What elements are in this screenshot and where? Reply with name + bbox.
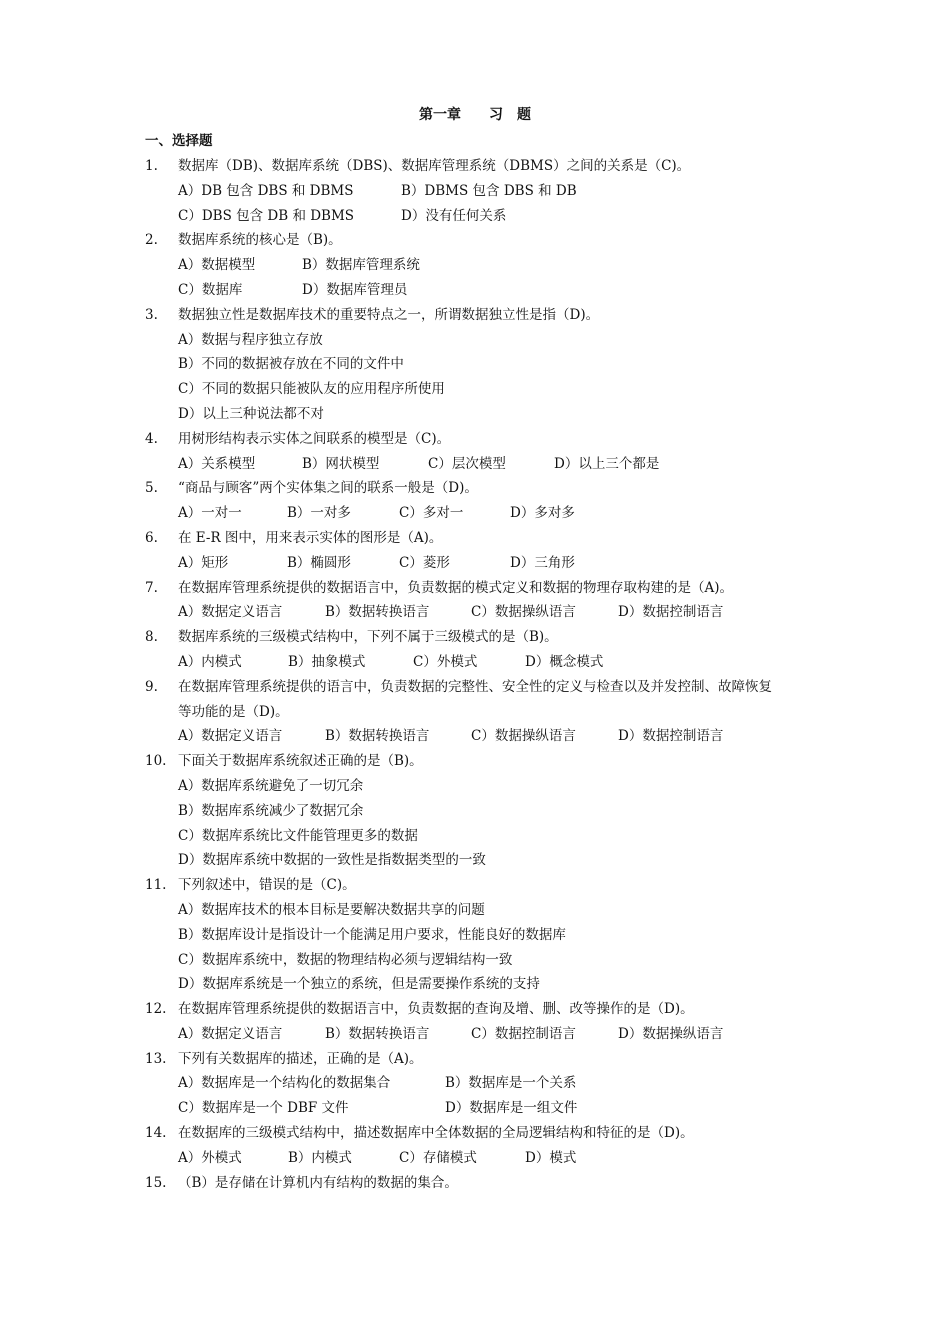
option-row	[145, 1071, 825, 1096]
answer-option: D）以上三个都是	[554, 455, 660, 472]
question-item	[145, 997, 825, 1047]
answer-option: B）椭圆形	[287, 554, 351, 571]
answer-option: D）数据库管理员	[302, 281, 408, 298]
question-stem: 下列有关数据库的描述，正确的是（A)。	[178, 1050, 423, 1067]
option-row	[145, 898, 825, 923]
question-item	[145, 228, 825, 302]
question-stem: 在 E-R 图中，用来表示实体的图形是（A)。	[178, 529, 443, 546]
answer-option: C）数据操纵语言	[471, 728, 576, 745]
question-number: 11.	[145, 877, 167, 894]
answer-option: D）数据控制语言	[618, 728, 724, 745]
question-line	[145, 228, 825, 253]
answer-option: C）数据库系统比文件能管理更多的数据	[178, 827, 418, 844]
question-number: 14.	[145, 1125, 167, 1142]
option-row	[145, 1022, 825, 1047]
question-number: 10.	[145, 753, 167, 770]
answer-option: C）菱形	[399, 554, 450, 571]
question-stem: 用树形结构表示实体之间联系的模型是（C)。	[178, 430, 451, 447]
option-row	[145, 377, 825, 402]
option-row	[145, 848, 825, 873]
question-list	[145, 154, 825, 1195]
answer-option: B）数据转换语言	[325, 604, 430, 621]
answer-option: D）三角形	[510, 554, 575, 571]
option-row	[145, 650, 825, 675]
question-line	[145, 1121, 825, 1146]
answer-option: C）数据操纵语言	[471, 604, 576, 621]
chapter-title: 第一章 习 题	[419, 107, 531, 123]
option-row	[145, 253, 825, 278]
option-row	[145, 972, 825, 997]
question-number: 2.	[145, 232, 158, 249]
question-line	[145, 1171, 825, 1196]
answer-option: A）矩形	[178, 554, 229, 571]
answer-option: A）数据库是一个结构化的数据集合	[178, 1075, 391, 1092]
question-item	[145, 154, 825, 228]
question-number: 7.	[145, 579, 158, 596]
option-row	[145, 824, 825, 849]
question-stem: 数据库系统的三级模式结构中，下列不属于三级模式的是（B)。	[178, 629, 558, 646]
option-row	[145, 600, 825, 625]
option-row	[145, 179, 825, 204]
question-number: 8.	[145, 629, 158, 646]
answer-option: C）层次模型	[428, 455, 506, 472]
answer-option: A）一对一	[178, 505, 242, 522]
answer-option: A）内模式	[178, 653, 242, 670]
question-stem: “商品与顾客”两个实体集之间的联系一般是（D)。	[178, 480, 478, 497]
answer-option: C）不同的数据只能被队友的应用程序所使用	[178, 381, 445, 398]
option-row	[145, 1146, 825, 1171]
answer-option: B）数据转换语言	[325, 728, 430, 745]
answer-option: A）外模式	[178, 1149, 242, 1166]
question-stem: 在数据库的三级模式结构中，描述数据库中全体数据的全局逻辑结构和特征的是（D)。	[178, 1125, 694, 1142]
question-line	[145, 1047, 825, 1072]
question-number: 3.	[145, 306, 158, 323]
answer-option: A）数据库系统避免了一切冗余	[178, 777, 364, 794]
section-heading: 一、选择题	[145, 133, 213, 149]
option-row	[145, 452, 825, 477]
answer-option: B）网状模型	[302, 455, 380, 472]
question-line	[145, 700, 825, 725]
question-number: 13.	[145, 1050, 167, 1067]
option-row	[145, 551, 825, 576]
answer-option: D）数据库是一组文件	[445, 1100, 578, 1117]
question-item	[145, 625, 825, 675]
question-number: 9.	[145, 678, 158, 695]
answer-option: A）数据定义语言	[178, 1025, 283, 1042]
question-number: 12.	[145, 1001, 167, 1018]
answer-option: A）数据定义语言	[178, 604, 283, 621]
answer-option: D）以上三种说法都不对	[178, 405, 324, 422]
answer-option: B）数据库管理系统	[302, 257, 420, 274]
answer-option: B）数据库设计是指设计一个能满足用户要求，性能良好的数据库	[178, 926, 566, 943]
question-item	[145, 675, 825, 749]
answer-option: C）外模式	[413, 653, 478, 670]
answer-option: C）数据控制语言	[471, 1025, 576, 1042]
option-row	[145, 799, 825, 824]
answer-option: B）一对多	[287, 505, 351, 522]
option-row	[145, 1096, 825, 1121]
answer-option: A）数据与程序独立存放	[178, 331, 323, 348]
question-item	[145, 749, 825, 873]
option-row	[145, 278, 825, 303]
question-item	[145, 1121, 825, 1171]
answer-option: D）多对多	[510, 505, 575, 522]
option-row	[145, 204, 825, 229]
question-item	[145, 427, 825, 477]
question-item	[145, 303, 825, 427]
answer-option: C）多对一	[399, 505, 464, 522]
question-number: 1.	[145, 158, 158, 174]
option-row	[145, 328, 825, 353]
question-stem: 等功能的是（D)。	[178, 703, 289, 720]
answer-option: D）模式	[525, 1149, 577, 1166]
question-stem: 在数据库管理系统提供的语言中，负责数据的完整性、安全性的定义与检查以及并发控制、故障恢复	[178, 678, 772, 695]
option-row	[145, 923, 825, 948]
answer-option: C）数据库系统中，数据的物理结构必须与逻辑结构一致	[178, 951, 513, 968]
question-line	[145, 526, 825, 551]
answer-option: C）数据库是一个 DBF 文件	[178, 1100, 349, 1117]
answer-option: B）抽象模式	[288, 653, 366, 670]
answer-option: A）数据定义语言	[178, 728, 283, 745]
answer-option: A）关系模型	[178, 455, 256, 472]
question-line	[145, 873, 825, 898]
answer-option: B）内模式	[288, 1149, 352, 1166]
question-item	[145, 576, 825, 626]
answer-option: D）数据库系统中数据的一致性是指数据类型的一致	[178, 852, 486, 869]
question-line	[145, 675, 825, 700]
option-row	[145, 402, 825, 427]
answer-option: B）数据转换语言	[325, 1025, 430, 1042]
question-number: 4.	[145, 430, 158, 447]
answer-option: B）DBMS 包含 DBS 和 DB	[401, 182, 577, 199]
question-line	[145, 303, 825, 328]
question-item	[145, 526, 825, 576]
option-row	[145, 501, 825, 526]
question-stem: 在数据库管理系统提供的数据语言中，负责数据的模式定义和数据的物理存取构建的是（A)。	[178, 579, 734, 596]
question-stem: （B）是存储在计算机内有结构的数据的集合。	[178, 1174, 458, 1191]
question-item	[145, 873, 825, 997]
option-row	[145, 948, 825, 973]
question-line	[145, 749, 825, 774]
answer-option: D）数据控制语言	[618, 604, 724, 621]
question-line	[145, 476, 825, 501]
question-line	[145, 154, 825, 179]
option-row	[145, 774, 825, 799]
question-stem: 数据独立性是数据库技术的重要特点之一，所谓数据独立性是指（D)。	[178, 306, 600, 323]
question-number: 5.	[145, 480, 158, 497]
question-stem: 下面关于数据库系统叙述正确的是（B)。	[178, 753, 423, 770]
question-stem: 在数据库管理系统提供的数据语言中，负责数据的查询及增、删、改等操作的是（D)。	[178, 1001, 694, 1018]
answer-option: C）存储模式	[399, 1149, 477, 1166]
answer-option: B）数据库是一个关系	[445, 1075, 577, 1092]
option-row	[145, 724, 825, 749]
answer-option: B）数据库系统减少了数据冗余	[178, 802, 364, 819]
answer-option: D）数据库系统是一个独立的系统，但是需要操作系统的支持	[178, 976, 540, 993]
question-line	[145, 625, 825, 650]
question-number: 6.	[145, 529, 158, 546]
question-number: 15.	[145, 1174, 167, 1191]
answer-option: C）DBS 包含 DB 和 DBMS	[178, 207, 355, 224]
answer-option: A）数据库技术的根本目标是要解决数据共享的问题	[178, 901, 485, 918]
answer-option: D）概念模式	[525, 653, 604, 670]
answer-option: D）没有任何关系	[401, 207, 507, 224]
question-stem: 数据库系统的核心是（B)。	[178, 232, 342, 249]
question-stem: 下列叙述中，错误的是（C)。	[178, 877, 356, 894]
question-item	[145, 1171, 825, 1196]
question-line	[145, 576, 825, 601]
question-item	[145, 1047, 825, 1121]
question-line	[145, 997, 825, 1022]
question-stem: 数据库（DB)、数据库系统（DBS)、数据库管理系统（DBMS）之间的关系是（C)。	[178, 158, 691, 174]
question-item	[145, 476, 825, 526]
question-line	[145, 427, 825, 452]
answer-option: C）数据库	[178, 281, 243, 298]
option-row	[145, 352, 825, 377]
answer-option: B）不同的数据被存放在不同的文件中	[178, 356, 404, 373]
answer-option: A）数据模型	[178, 257, 256, 274]
answer-option: A）DB 包含 DBS 和 DBMS	[178, 182, 354, 199]
answer-option: D）数据操纵语言	[618, 1025, 724, 1042]
